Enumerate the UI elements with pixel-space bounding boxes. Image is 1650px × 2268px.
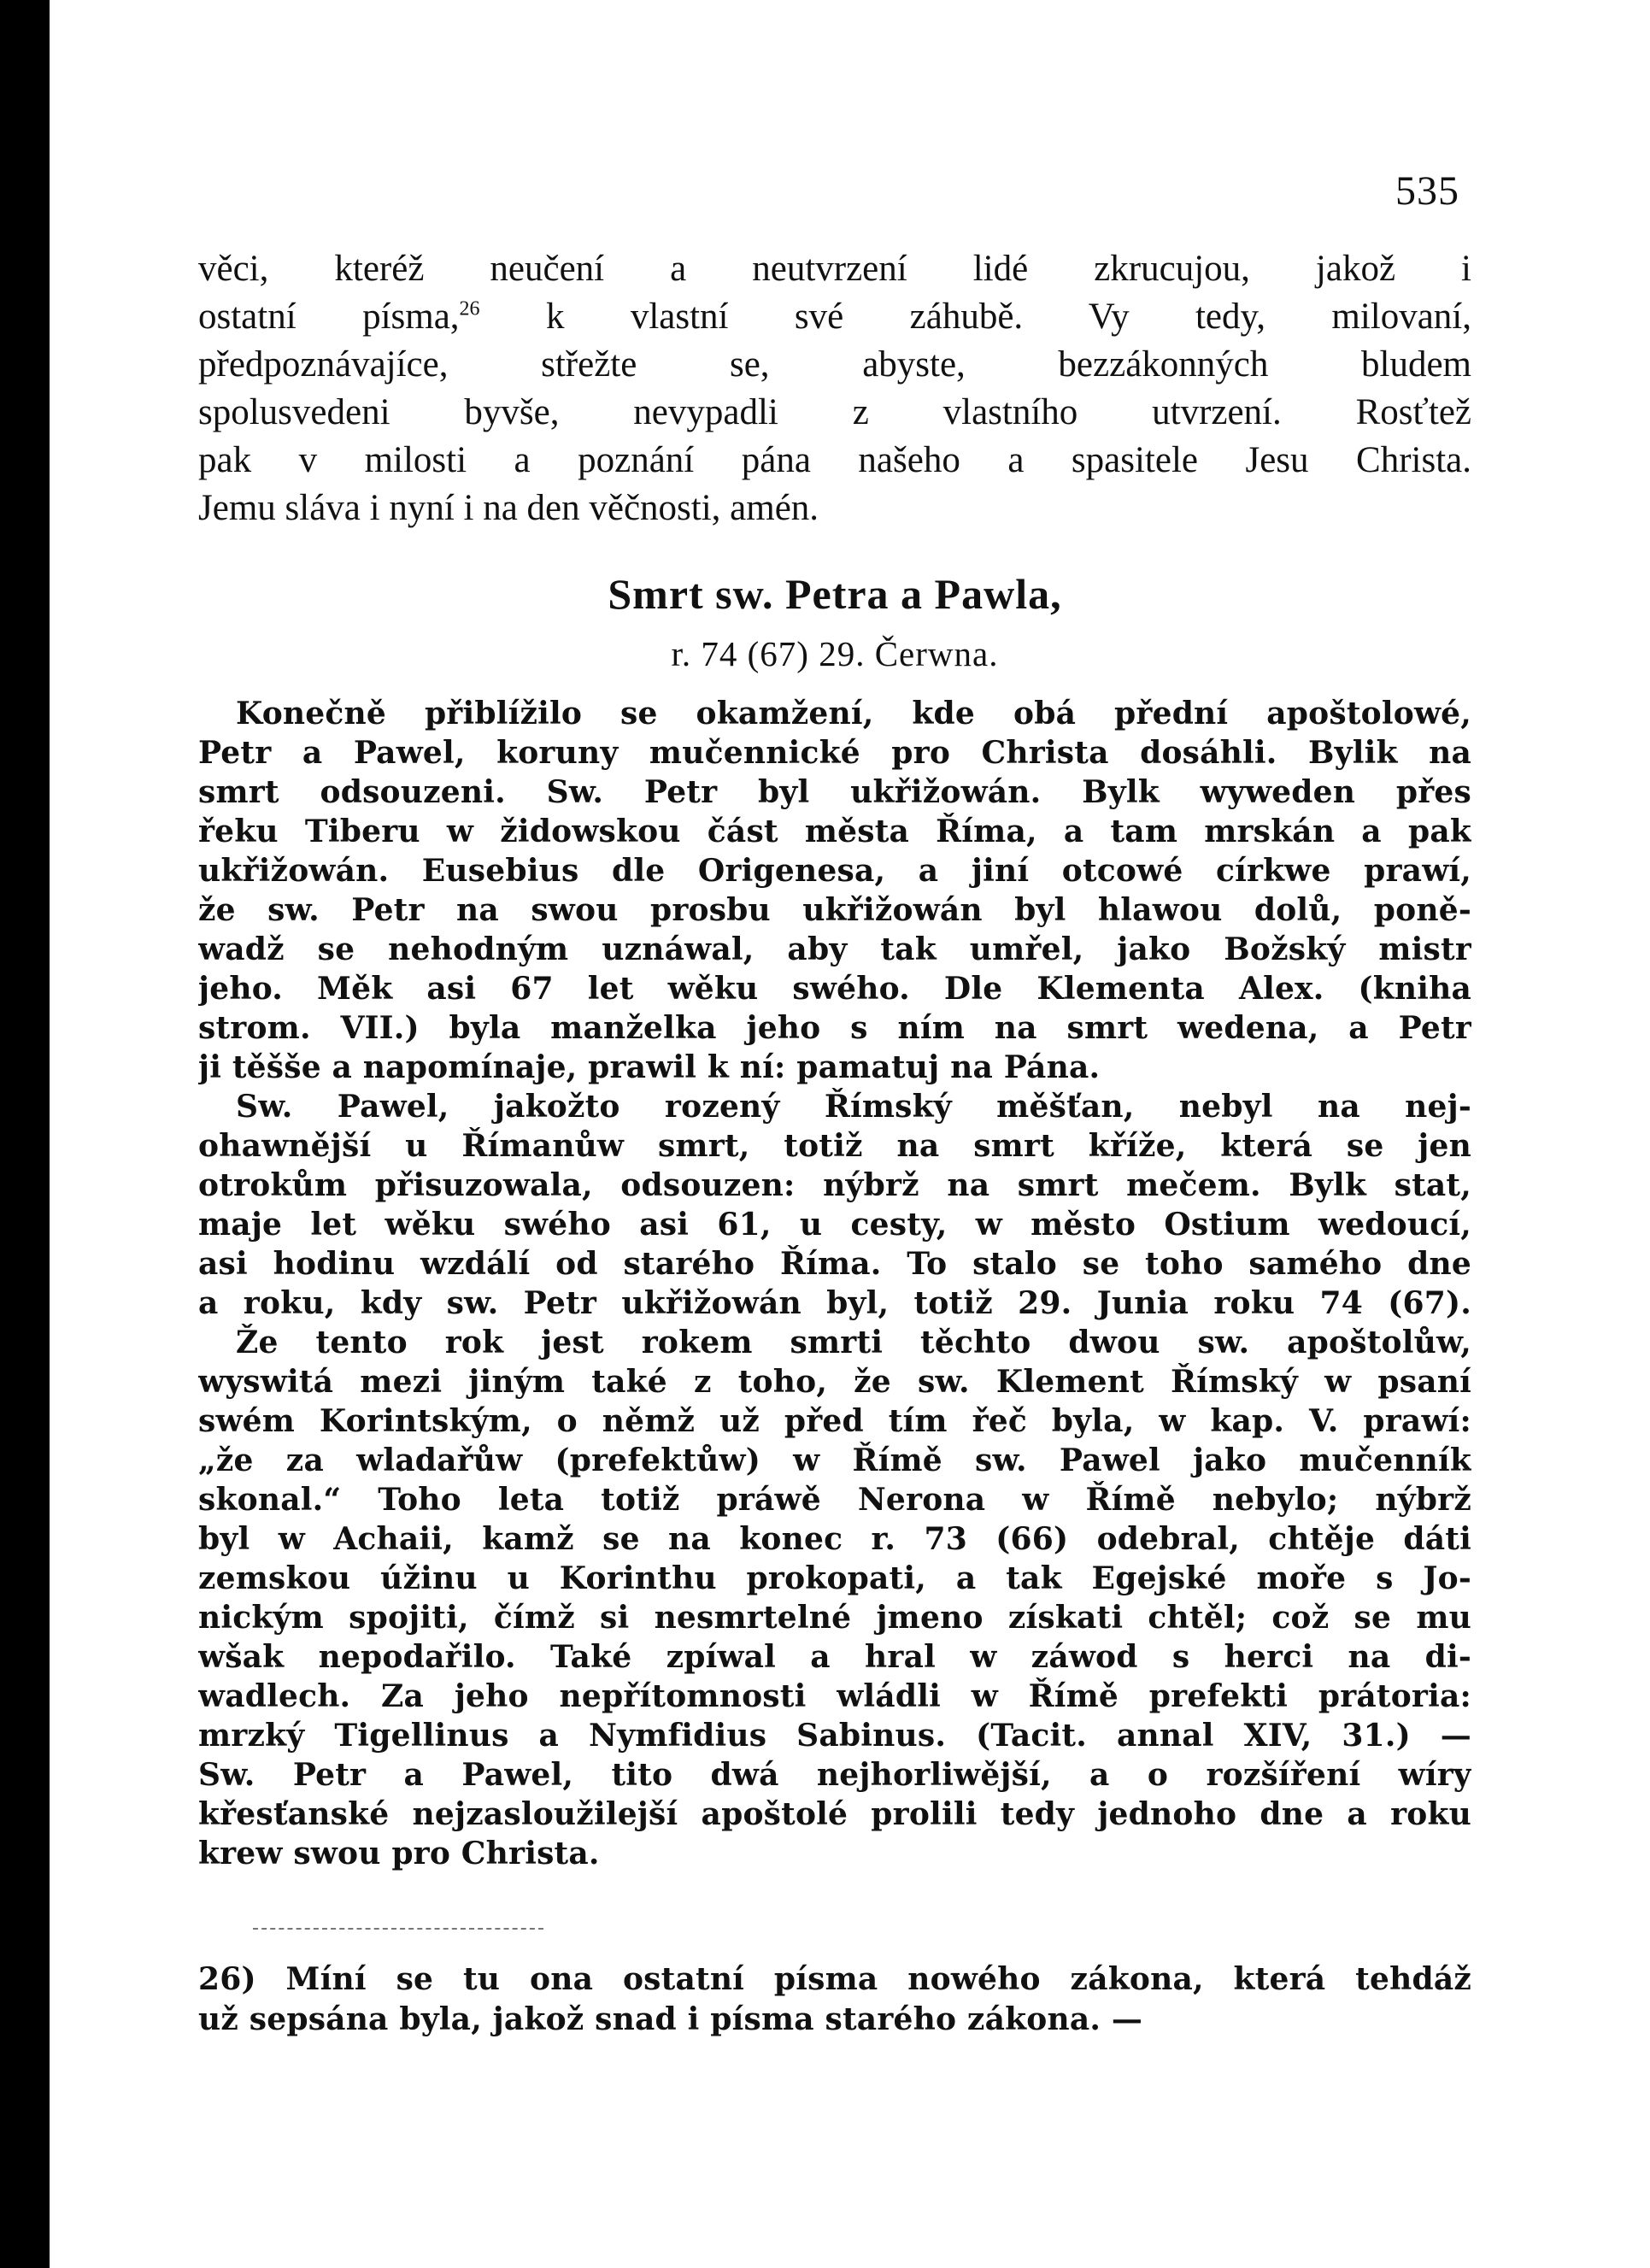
main-text-line-4: řeku Tiberu w židowskou část města Říma, a tam mrskán a pak — [198, 814, 1471, 849]
main-text-line-24: nickým spojiti, čímž si nesmrtelné jmeno získati chtěl; což se mu — [198, 1600, 1471, 1636]
upper-text-line-2-end: k vlastní své záhubě. Vy tedy, milovaní, — [479, 297, 1471, 337]
main-text-line-3: smrt odsouzeni. Sw. Petr byl ukřižowán. Bylk wyweden přes — [198, 774, 1471, 810]
scan-left-border — [0, 0, 50, 2268]
main-text-line-28: Sw. Petr a Pawel, tito dwá nejhorliwější, a o rozšíření wíry — [198, 1757, 1471, 1793]
footnote-separator — [253, 1928, 543, 1930]
main-text-line-20: „že za wladařůw (prefektůw) w Římě sw. Pawel jako mučenník — [198, 1442, 1471, 1478]
footnote-reference: 26 — [459, 297, 480, 320]
main-text-line-22: byl w Achaii, kamž se na konec r. 73 (66) odebral, chtěje dáti — [198, 1521, 1471, 1557]
main-text-line-26: wadlech. Za jeho nepřítomnosti wládli w Římě prefekti prátoria: — [198, 1678, 1471, 1714]
main-text-line-17: Že tento rok jest rokem smrti těchto dwou sw. apoštolůw, — [236, 1325, 1471, 1360]
main-text-line-25: wšak nepodařilo. Také zpíwal a hral w záwod s herci na di- — [198, 1639, 1471, 1675]
main-text-line-1: Konečně přiblížilo se okamžení, kde obá přední apoštolowé, — [236, 696, 1471, 732]
footnote-line-1: 26) Míní se tu ona ostatní písma nowého zákona, která tehdáž — [198, 1961, 1471, 1997]
main-text-line-2: Petr a Pawel, koruny mučennické pro Christa dosáhli. Bylik na — [198, 735, 1471, 771]
main-text-line-16: a roku, kdy sw. Petr ukřižowán byl, totiž 29. Junia roku 74 (67). — [198, 1285, 1471, 1321]
footnote-line-2: už sepsána byla, jakož snad i písma starého zákona. — — [198, 2001, 1143, 2037]
upper-text-line-3: předpoznávajíce, střežte se, abyste, bezzákonných bludem — [198, 344, 1471, 385]
main-text-line-30: krew swou pro Christa. — [198, 1836, 600, 1871]
main-text-line-6: že sw. Petr na swou prosbu ukřižowán byl hlawou dolů, poně- — [198, 892, 1471, 928]
upper-text-line-2-start: ostatní písma, — [198, 297, 460, 337]
main-text-line-13: otrokům přisuzowala, odsouzen: nýbrž na smrt mečem. Bylk stat, — [198, 1167, 1471, 1203]
upper-text-line-6: Jemu sláva i nyní i na den věčnosti, amén. — [198, 488, 819, 528]
upper-text-line-4: spolusvedeni byvše, nevypadli z vlastního utvrzení. Rosťtež — [198, 392, 1471, 432]
upper-text-line-1: věci, kteréž neučení a neutvrzení lidé zkrucujou, jakož i — [198, 249, 1471, 289]
main-text-line-19: swém Korintským, o němž už před tím řeč byla, w kap. V. prawí: — [198, 1403, 1471, 1439]
main-text-line-21: skonal.“ Toho leta totiž práwě Nerona w Římě nebylo; nýbrž — [198, 1482, 1471, 1518]
upper-text-line-5: pak v milosti a poznání pána našeho a spasitele Jesu Christa. — [198, 440, 1471, 480]
main-text-line-7: wadž se nehodným uznáwal, aby tak umřel, jako Božský mistr — [198, 931, 1471, 967]
main-text-line-23: zemskou úžinu u Korinthu prokopati, a tak Egejské moře s Jo- — [198, 1560, 1471, 1596]
section-heading-title: Smrt sw. Petra a Pawla, — [608, 570, 1062, 618]
main-text-line-5: ukřižowán. Eusebius dle Origenesa, a jiní otcowé církwe prawí, — [198, 853, 1471, 889]
main-text-line-18: wyswitá mezi jiným také z toho, že sw. Klement Římský w psaní — [198, 1364, 1471, 1400]
main-text-line-15: asi hodinu wzdálí od starého Říma. To stalo se toho samého dne — [198, 1246, 1471, 1282]
main-text-line-11: Sw. Pawel, jakožto rozený Římský měšťan, nebyl na nej- — [236, 1089, 1471, 1125]
main-text-line-9: strom. VII.) byla manželka jeho s ním na smrt wedena, a Petr — [198, 1010, 1471, 1046]
page-number: 535 — [1395, 168, 1459, 214]
upper-text-line-2 — [198, 293, 1471, 341]
main-text-line-27: mrzký Tigellinus a Nymfidius Sabinus. (Tacit. annal XIV, 31.) — — [198, 1718, 1471, 1754]
main-text-line-12: ohawnější u Římanůw smrt, totiž na smrt kříže, která se jen — [198, 1128, 1471, 1164]
main-text-line-8: jeho. Měk asi 67 let wěku swého. Dle Klementa Alex. (kniha — [198, 971, 1471, 1007]
main-text-line-29: křesťanské nejzasloužilejší apoštolé prolili tedy jednoho dne a roku — [198, 1796, 1471, 1832]
main-text-line-14: maje let wěku swého asi 61, u cesty, w město Ostium wedoucí, — [198, 1207, 1471, 1243]
main-text-line-10: ji těšše a napomínaje, prawil k ní: pamatuj na Pána. — [198, 1049, 1101, 1085]
section-heading-date: r. 74 (67) 29. Čerwna. — [671, 634, 999, 673]
